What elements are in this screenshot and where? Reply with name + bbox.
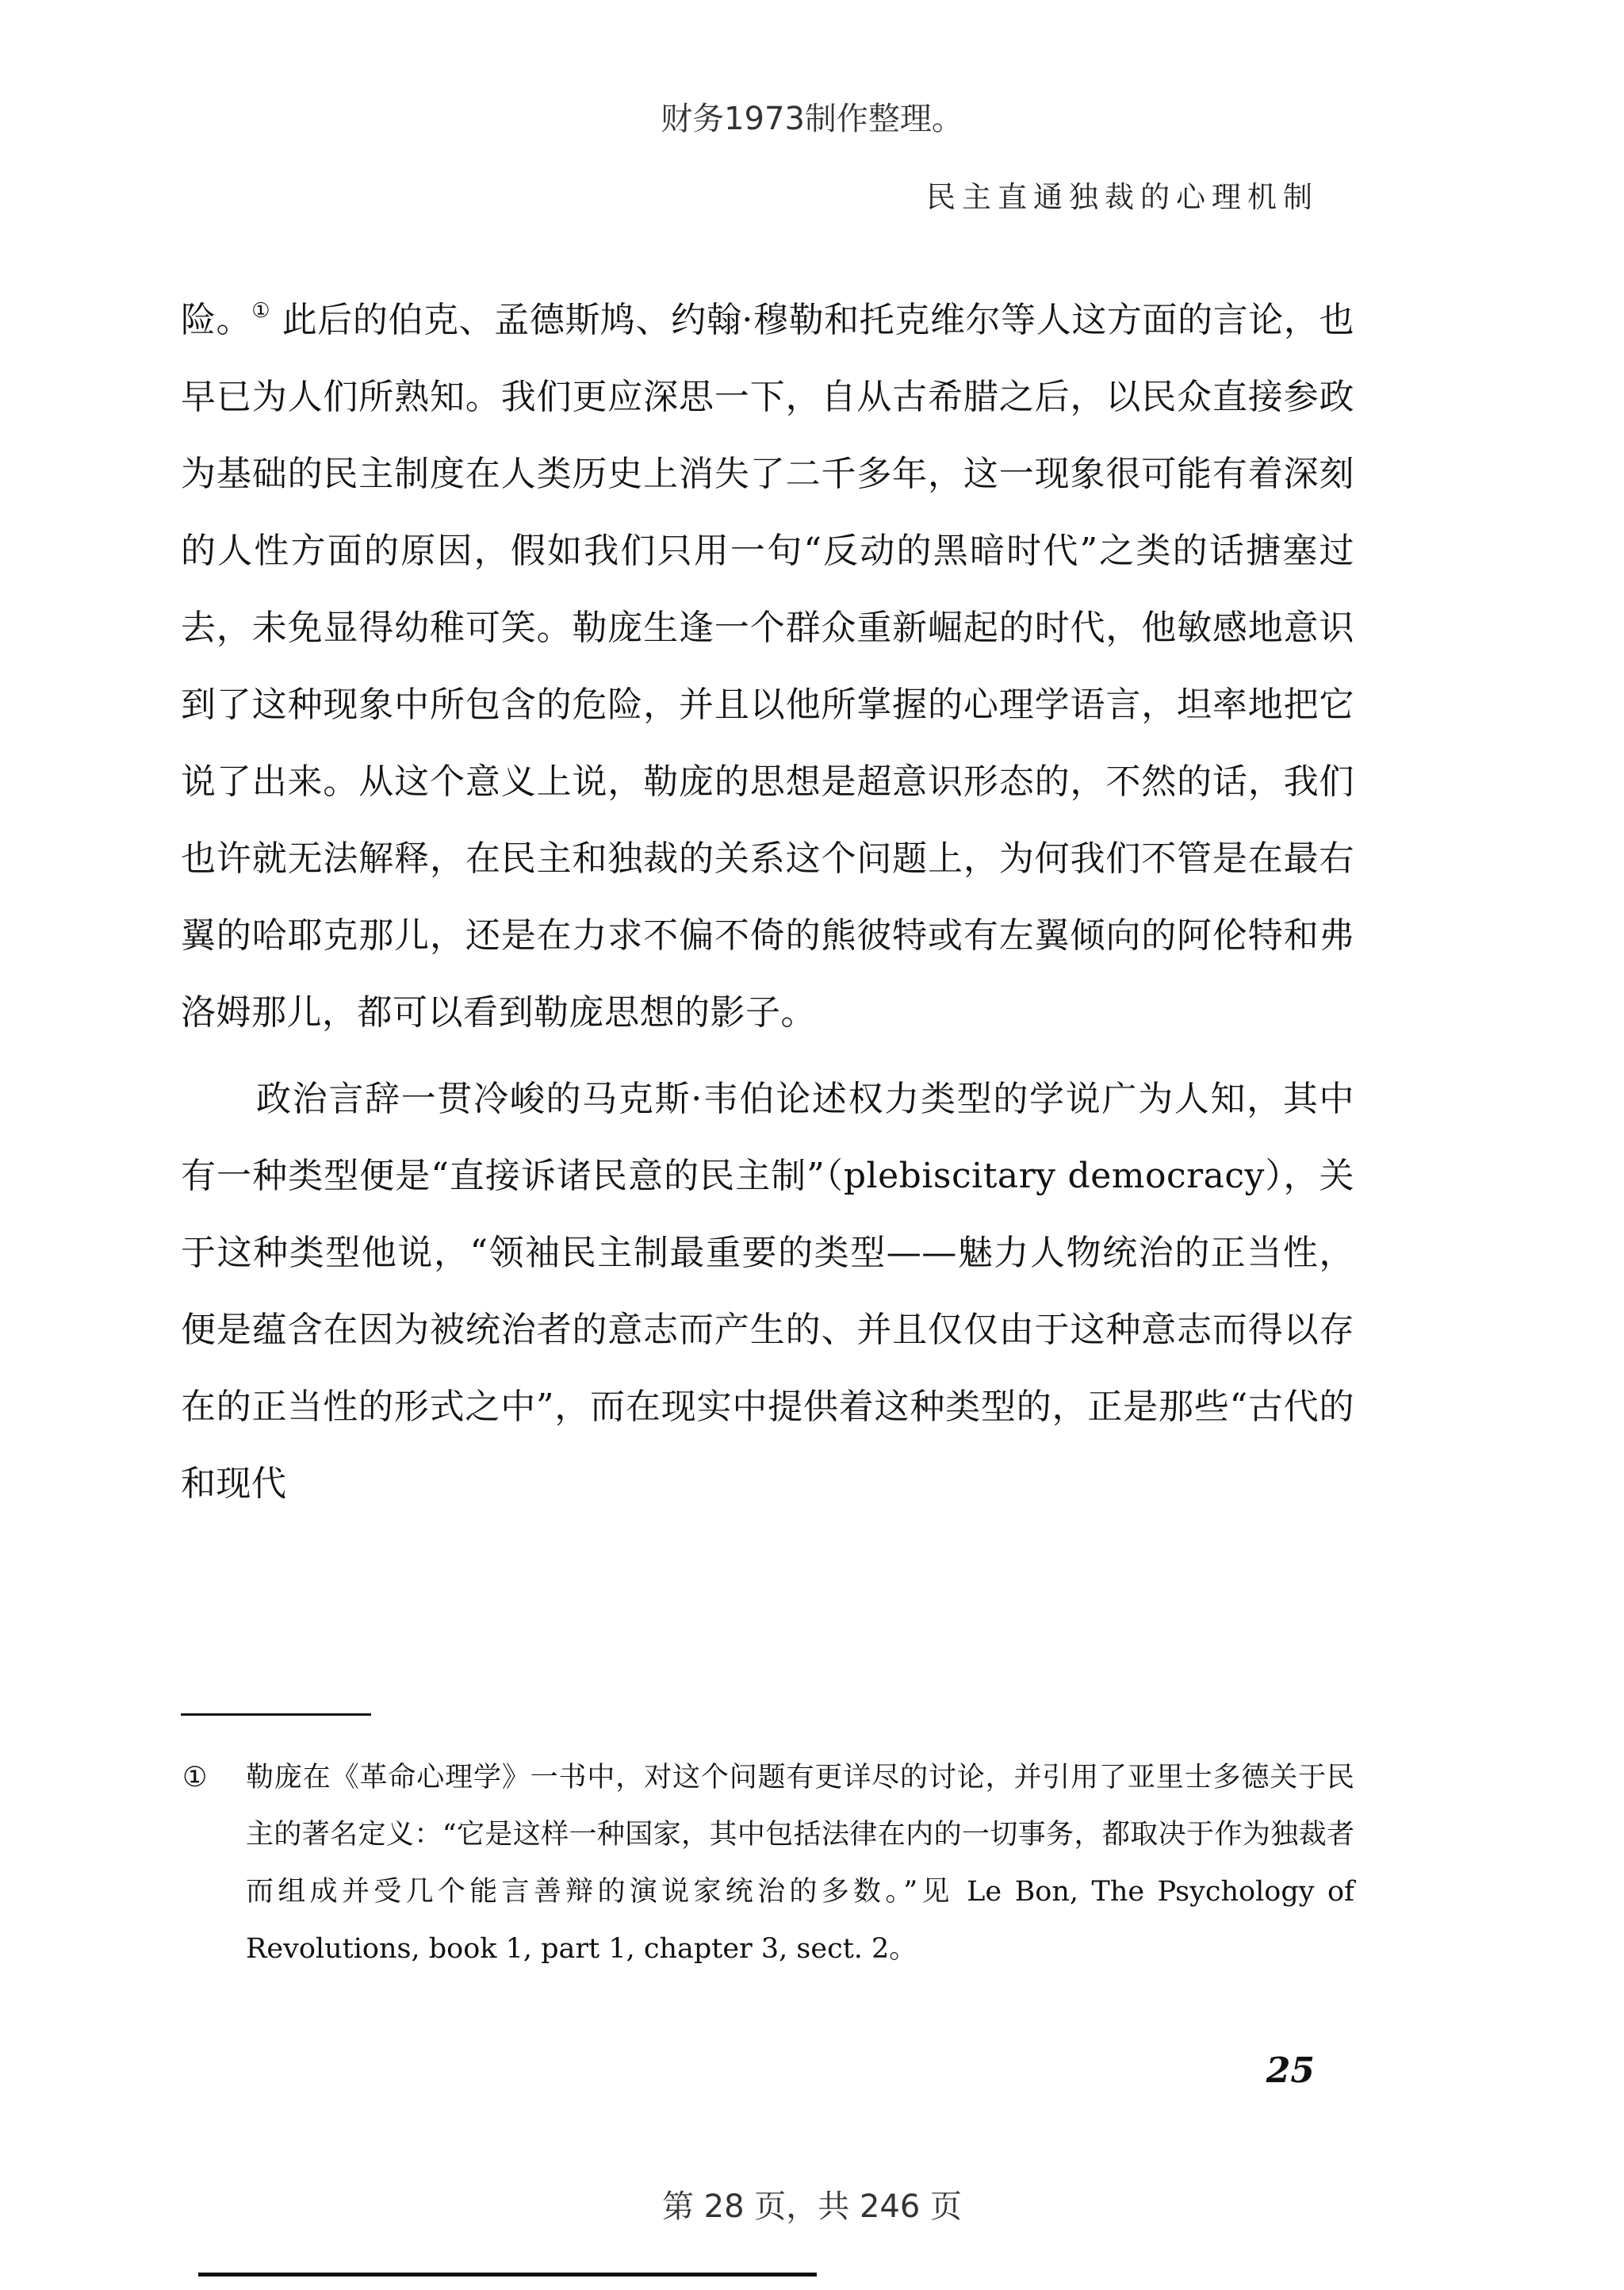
footnote-divider	[181, 1713, 371, 1716]
scan-edge-line	[198, 2273, 817, 2277]
page-counter: 第 28 页，共 246 页	[661, 2188, 963, 2225]
watermark-text: 财务1973制作整理。	[661, 101, 963, 137]
main-text	[181, 282, 1354, 1522]
paragraph-1-body: 此后的伯克、孟德斯鸠、约翰·穆勒和托克维尔等人这方面的言论，也早已为人们所熟知。我们更应深思一下，自从古希腊之后，以民众直接参政为基础的民主制度在人类历史上消失了二千多年，这一现象很可能有着深刻的人性方面的原因，假如我们只用一句“反动的黑暗时代”之类的话搪塞过去，未免显得幼稚可笑。勒庞生逢一个群众重新崛起的时代，他敏感地意识到了这种现象中所包含的危险，并且以他所掌握的心理学语言，坦率地把它说了出来。从这个意义上说，勒庞的思想是超意识形态的，不然的话，我们也许就无法解释，在民主和独裁的关系这个问题上，为何我们不管是在最右翼的哈耶克那儿，还是在力求不偏不倚的熊彼特或有左翼倾向的阿伦特和弗洛姆那儿，都可以看到勒庞思想的影子。	[181, 300, 1354, 1033]
paragraph-1	[181, 282, 1354, 1051]
footnote-text: 勒庞在《革命心理学》一书中，对这个问题有更详尽的讨论，并引用了亚里士多德关于民主的著名定义：“它是这样一种国家，其中包括法律在内的一切事务，都取决于作为独裁者而组成并受几个能言善辩的演说家统治的多数。”见 Le Bon, The Psychology of Revolutions, book 1, part 1, chapter 3, sect. 2。	[246, 1762, 1354, 1965]
footnote-number: ①	[182, 1762, 208, 1793]
paragraph-2: 政治言辞一贯冷峻的马克斯·韦伯论述权力类型的学说广为人知，其中有一种类型便是“直接诉诸民意的民主制”（plebiscitary democracy），关于这种类型他说，“领袖民主制最重要的类型——魅力人物统治的正当性，便是蕴含在因为被统治者的意志而产生的、并且仅仅由于这种意志而得以存在的正当性的形式之中”，而在现实中提供着这种类型的，正是那些“古代的和现代	[181, 1079, 1354, 1504]
paragraph-1-start: 险。	[181, 300, 252, 340]
footnote	[182, 1749, 1354, 1977]
page-number: 25	[1266, 2050, 1315, 2091]
running-head: 民主直通独裁的心理机制	[926, 180, 1319, 214]
footnote-marker[interactable]: ①	[251, 299, 271, 323]
